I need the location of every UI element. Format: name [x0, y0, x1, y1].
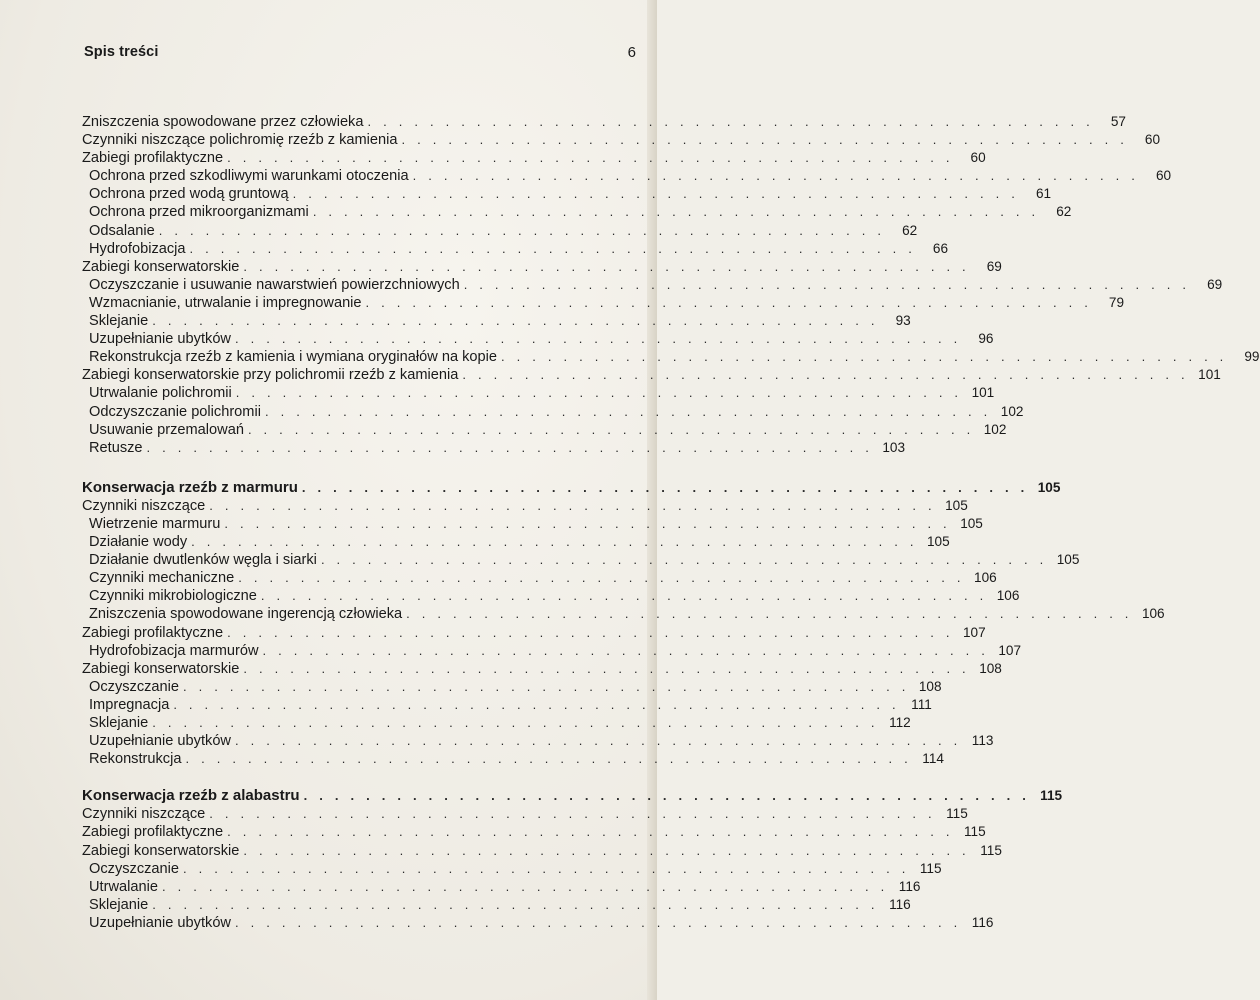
toc-entry-page: 105	[945, 497, 968, 513]
toc-entry	[82, 860, 942, 878]
toc-entry-page: 105	[926, 534, 950, 550]
toc-entry	[82, 533, 950, 551]
toc-entry-page: 115	[946, 806, 968, 822]
dot-leader: . . . . . . . . . . . . . . . . . . . . . . . . . . . . . . . . . . . . . . . . . . . . . . .	[243, 258, 970, 274]
toc-entry-page: 69	[986, 258, 1002, 274]
toc-entry-label: Sklejanie	[89, 313, 149, 330]
dot-leader: . . . . . . . . . . . . . . . . . . . . . . . . . . . . . . . . . . . . . . . . . . . . . . .	[152, 313, 879, 329]
toc-entry	[82, 678, 942, 696]
toc-entry-label: Uzupełnianie ubytków	[89, 733, 231, 750]
toc-entry-label: Odsalanie	[89, 222, 155, 239]
toc-entry-label: Utrwalanie polichromii	[89, 385, 232, 402]
page-number: 6	[627, 44, 636, 61]
toc-entry	[82, 624, 986, 642]
toc-entry	[82, 732, 994, 750]
toc-entry	[82, 312, 911, 330]
toc-entry-page: 116	[971, 914, 994, 930]
toc-entry-label: Zabiegi profilaktyczne	[82, 150, 224, 167]
dot-leader: . . . . . . . . . . . . . . . . . . . . . . . . . . . . . . . . . . . . . . . . . . . . . . .	[365, 294, 1093, 310]
toc-entry-label: Retusze	[89, 439, 143, 456]
toc-entry-label: Rekonstrukcja rzeźb z kamienia i wymiana oryginałów na kopie	[89, 349, 497, 366]
dot-leader: . . . . . . . . . . . . . . . . . . . . . . . . . . . . . . . . . . . . . . . . . . . . . . .	[234, 331, 962, 347]
section-gap	[82, 768, 630, 787]
toc-entry-page: 105	[1056, 552, 1080, 568]
dot-leader: . . . . . . . . . . . . . . . . . . . . . . . . . . . . . . . . . . . . . . . . . . . . . . .	[146, 439, 874, 455]
toc-entry-page: 108	[979, 660, 1002, 676]
dot-leader: . . . . . . . . . . . . . . . . . . . . . . . . . . . . . . . . . . . . . . . . . . . . . . .	[262, 642, 990, 658]
toc-entry-label: Zabiegi konserwatorskie	[82, 842, 240, 859]
toc-entry-page: 106	[996, 588, 1020, 604]
toc-entry-page: 116	[889, 896, 911, 912]
toc-entry-label: Zabiegi konserwatorskie	[82, 660, 240, 677]
toc-entry-page: 103	[882, 439, 906, 455]
dot-leader: . . . . . . . . . . . . . . . . . . . . . . . . . . . . . . . . . . . . . . . . . . . . . . .	[158, 222, 886, 238]
toc-entry-page: 107	[962, 624, 986, 640]
dot-leader: . . . . . . . . . . . . . . . . . . . . . . . . . . . . . . . . . . . . . . . . . . . . . . .	[243, 660, 970, 676]
toc-entry	[82, 131, 1161, 149]
toc-entry-label: Oczyszczanie i usuwanie nawarstwień powierzchniowych	[89, 276, 460, 293]
toc-entry-label: Czynniki mechaniczne	[89, 570, 235, 587]
dot-leader: . . . . . . . . . . . . . . . . . . . . . . . . . . . . . . . . . . . . . . . . . . . . . . .	[183, 678, 910, 694]
toc-entry	[82, 696, 932, 714]
dot-leader: . . . . . . . . . . . . . . . . . . . . . . . . . . . . . . . . . . . . . . . . . . . . . . .	[224, 515, 951, 531]
dot-leader: . . . . . . . . . . . . . . . . . . . . . . . . . . . . . . . . . . . . . . . . . . . . . . .	[406, 606, 1133, 622]
toc-entry-label: Wzmacnianie, utrwalanie i impregnowanie	[89, 294, 362, 311]
toc-entry-page: 99	[1244, 349, 1260, 365]
toc-entry-page: 69	[1207, 276, 1223, 292]
toc-entry-page: 93	[895, 313, 911, 329]
toc-entry	[82, 605, 1165, 623]
toc-entry	[82, 750, 944, 768]
dot-leader: . . . . . . . . . . . . . . . . . . . . . . . . . . . . . . . . . . . . . . . . . . . . . . .	[238, 570, 965, 586]
toc-entry	[82, 896, 911, 914]
toc-entry-label: Odczyszczanie polichromii	[89, 403, 261, 420]
dot-leader: . . . . . . . . . . . . . . . . . . . . . . . . . . . . . . . . . . . . . . . . . . . . . . .	[235, 385, 963, 401]
dot-leader: . . . . . . . . . . . . . . . . . . . . . . . . . . . . . . . . . . . . . . . . . . . . . . .	[292, 186, 1020, 202]
toc-entry-label: Czynniki niszczące	[82, 806, 206, 823]
toc-entry	[82, 660, 1002, 678]
toc-entry-page: 101	[1198, 367, 1221, 383]
toc-entry-page: 111	[911, 696, 932, 712]
toc-entry	[82, 330, 994, 348]
page-header	[84, 44, 636, 64]
dot-leader: . . . . . . . . . . . . . . . . . . . . . . . . . . . . . . . . . . . . . . . . . . . . . . .	[243, 842, 970, 858]
toc-entry-label: Czynniki niszczące	[82, 497, 206, 514]
toc-entry-page: 79	[1108, 294, 1125, 310]
toc-entry-label: Ochrona przed wodą gruntową	[89, 186, 289, 203]
dot-leader: . . . . . . . . . . . . . . . . . . . . . . . . . . . . . . . . . . . . . . . . . . . . . . .	[401, 132, 1129, 148]
toc-entry-label: Zabiegi profilaktyczne	[82, 624, 224, 641]
dot-leader: . . . . . . . . . . . . . . . . . . . . . . . . . . . . . . . . . . . . . . . . . . . . . . .	[227, 624, 954, 640]
toc-entry-page: 60	[1144, 132, 1161, 148]
toc-entry-page: 96	[978, 331, 994, 347]
toc-entry-label: Działanie wody	[89, 534, 188, 551]
toc-entry-page: 116	[898, 878, 921, 894]
toc-entry-page: 115	[919, 860, 942, 876]
dot-leader: . . . . . . . . . . . . . . . . . . . . . . . . . . . . . . . . . . . . . . . . . . . . . . .	[303, 788, 1031, 804]
toc-entry-page: 112	[889, 715, 911, 730]
toc-entry-page: 114	[922, 751, 944, 767]
toc-entry-label: Hydrofobizacja marmurów	[89, 642, 259, 659]
toc-entry-label: Działanie dwutlenków węgla i siarki	[89, 552, 317, 569]
toc-entry	[82, 421, 1007, 439]
section-gap	[82, 457, 630, 479]
toc-entry-page: 102	[983, 421, 1007, 437]
toc-entry	[82, 439, 906, 457]
toc-entry	[82, 348, 1260, 366]
toc-entry-label: Hydrofobizacja	[89, 240, 186, 257]
dot-leader: . . . . . . . . . . . . . . . . . . . . . . . . . . . . . . . . . . . . . . . . . . . . . . .	[152, 715, 879, 730]
toc-entry-label: Zniszczenia spowodowane przez człowieka	[82, 114, 364, 130]
toc-entry	[82, 805, 968, 823]
dot-leader: . . . . . . . . . . . . . . . . . . . . . . . . . . . . . . . . . . . . . . . . . . . . . . .	[462, 367, 1189, 383]
toc-entry	[82, 113, 1126, 131]
toc-entry-label: Ochrona przed mikroorganizmami	[89, 204, 309, 221]
toc-entry-label: Impregnacja	[89, 696, 170, 713]
dot-leader: . . . . . . . . . . . . . . . . . . . . . . . . . . . . . . . . . . . . . . . . . . . . . . .	[209, 497, 936, 513]
toc-entry	[82, 823, 986, 841]
toc-entry-label: Ochrona przed szkodliwymi warunkami otoczenia	[89, 168, 409, 185]
toc-entry-label: Konserwacja rzeźb z marmuru	[82, 478, 298, 496]
toc-entry	[82, 569, 997, 587]
dot-leader: . . . . . . . . . . . . . . . . . . . . . . . . . . . . . . . . . . . . . . . . . . . . . . .	[501, 349, 1228, 365]
page-title: Spis treści	[84, 44, 159, 60]
dot-leader: . . . . . . . . . . . . . . . . . . . . . . . . . . . . . . . . . . . . . . . . . . . . . . .	[260, 588, 988, 604]
dot-leader: . . . . . . . . . . . . . . . . . . . . . . . . . . . . . . . . . . . . . . . . . . . . . . .	[227, 824, 954, 840]
toc-entry-label: Rekonstrukcja	[89, 751, 182, 768]
toc-entry	[82, 384, 995, 402]
toc-entry	[82, 366, 1221, 384]
toc-entry-label: Zabiegi profilaktyczne	[82, 824, 224, 841]
toc-entry-page: 106	[974, 570, 997, 586]
dot-leader: . . . . . . . . . . . . . . . . . . . . . . . . . . . . . . . . . . . . . . . . . . . . . . .	[247, 421, 975, 437]
toc-section-heading	[82, 787, 1063, 805]
dot-leader: . . . . . . . . . . . . . . . . . . . . . . . . . . . . . . . . . . . . . . . . . . . . . . .	[152, 896, 879, 912]
toc-entry	[82, 258, 1002, 276]
toc-entry-page: 107	[998, 642, 1022, 658]
toc-entry-label: Utrwalanie	[89, 878, 158, 895]
toc-entry	[82, 587, 1020, 605]
toc-entry-page: 101	[971, 385, 995, 401]
toc-entry	[82, 294, 1125, 312]
dot-leader: . . . . . . . . . . . . . . . . . . . . . . . . . . . . . . . . . . . . . . . . . . . . . . .	[161, 878, 889, 894]
toc-entry-label: Usuwanie przemalowań	[89, 421, 244, 438]
toc-entry-label: Zabiegi konserwatorskie	[82, 258, 240, 275]
toc-entry-label: Uzupełnianie ubytków	[89, 914, 231, 931]
toc-entry-page: 115	[980, 842, 1002, 858]
toc-entry-label: Oczyszczanie	[89, 678, 180, 695]
toc-entry-label: Czynniki niszczące polichromię rzeźb z kamienia	[82, 132, 398, 149]
toc-entry	[82, 167, 1172, 185]
toc-entry-label: Czynniki mikrobiologiczne	[89, 588, 257, 605]
toc-entry	[82, 203, 1072, 221]
toc-section-heading	[82, 478, 1061, 497]
toc-entry-page: 105	[1037, 479, 1061, 495]
toc-entry-page: 115	[963, 824, 986, 840]
toc-entry	[82, 276, 1223, 294]
toc-entry	[82, 149, 986, 167]
toc-entry	[82, 878, 921, 896]
dot-leader: . . . . . . . . . . . . . . . . . . . . . . . . . . . . . . . . . . . . . . . . . . . . . . .	[367, 114, 1094, 129]
toc-entry-page: 57	[1110, 114, 1126, 129]
toc-entry-page: 60	[970, 150, 986, 166]
toc-entry-page: 106	[1141, 606, 1165, 622]
dot-leader: . . . . . . . . . . . . . . . . . . . . . . . . . . . . . . . . . . . . . . . . . . . . . . .	[264, 403, 992, 419]
toc-entry-page: 62	[1056, 204, 1072, 220]
dot-leader: . . . . . . . . . . . . . . . . . . . . . . . . . . . . . . . . . . . . . . . . . . . . . . .	[227, 150, 954, 166]
toc-entry-label: Zabiegi konserwatorskie przy polichromii rzeźb z kamienia	[82, 367, 459, 384]
dot-leader: . . . . . . . . . . . . . . . . . . . . . . . . . . . . . . . . . . . . . . . . . . . . . . .	[320, 552, 1048, 568]
toc-entry-page: 102	[1000, 403, 1024, 419]
toc-entry	[82, 842, 1002, 860]
toc-entry	[82, 185, 1052, 203]
toc-entry-page: 60	[1155, 168, 1172, 184]
toc-entry	[82, 914, 994, 932]
toc-entry-page: 61	[1035, 186, 1052, 202]
dot-leader: . . . . . . . . . . . . . . . . . . . . . . . . . . . . . . . . . . . . . . . . . . . . . . .	[191, 534, 918, 550]
toc-entry-label: Wietrzenie marmuru	[89, 515, 221, 532]
toc-entry	[82, 222, 918, 240]
dot-leader: . . . . . . . . . . . . . . . . . . . . . . . . . . . . . . . . . . . . . . . . . . . . . . .	[209, 806, 936, 822]
toc-entry-label: Sklejanie	[89, 896, 149, 913]
dot-leader: . . . . . . . . . . . . . . . . . . . . . . . . . . . . . . . . . . . . . . . . . . . . . . .	[173, 696, 900, 712]
toc-entry-page: 62	[902, 222, 918, 238]
toc-entry-label: Zniszczenia spowodowane ingerencją człowieka	[89, 606, 403, 623]
toc-entry	[82, 714, 911, 732]
dot-leader: . . . . . . . . . . . . . . . . . . . . . . . . . . . . . . . . . . . . . . . . . . . . . . .	[463, 276, 1191, 292]
toc-entry	[82, 240, 949, 258]
toc-entry	[82, 403, 1024, 421]
dot-leader: . . . . . . . . . . . . . . . . . . . . . . . . . . . . . . . . . . . . . . . . . . . . . . .	[183, 860, 910, 876]
dot-leader: . . . . . . . . . . . . . . . . . . . . . . . . . . . . . . . . . . . . . . . . . . . . . . .	[234, 914, 962, 930]
toc-entry-page: 108	[918, 678, 942, 694]
dot-leader: . . . . . . . . . . . . . . . . . . . . . . . . . . . . . . . . . . . . . . . . . . . . . . .	[189, 240, 917, 256]
toc-entry-label: Uzupełnianie ubytków	[89, 331, 231, 348]
toc-entry-page: 113	[971, 733, 994, 749]
toc-entry-page: 115	[1040, 788, 1063, 804]
dot-leader: . . . . . . . . . . . . . . . . . . . . . . . . . . . . . . . . . . . . . . . . . . . . . . .	[234, 733, 962, 749]
dot-leader: . . . . . . . . . . . . . . . . . . . . . . . . . . . . . . . . . . . . . . . . . . . . . . .	[312, 204, 1040, 220]
dot-leader: . . . . . . . . . . . . . . . . . . . . . . . . . . . . . . . . . . . . . . . . . . . . . . .	[412, 168, 1140, 184]
toc-entry-page: 66	[932, 240, 949, 256]
table-of-contents	[82, 113, 1260, 932]
toc-entry	[82, 642, 1022, 660]
toc-entry	[82, 515, 983, 533]
toc-entry	[82, 497, 968, 515]
toc-entry	[82, 551, 1080, 569]
toc-entry-label: Oczyszczanie	[89, 860, 180, 877]
toc-entry-page: 105	[960, 515, 983, 531]
toc-entry-label: Sklejanie	[89, 715, 149, 731]
dot-leader: . . . . . . . . . . . . . . . . . . . . . . . . . . . . . . . . . . . . . . . . . . . . . . .	[185, 751, 912, 767]
toc-entry-label: Konserwacja rzeźb z alabastru	[82, 787, 300, 805]
dot-leader: . . . . . . . . . . . . . . . . . . . . . . . . . . . . . . . . . . . . . . . . . . . . . . .	[301, 479, 1029, 495]
